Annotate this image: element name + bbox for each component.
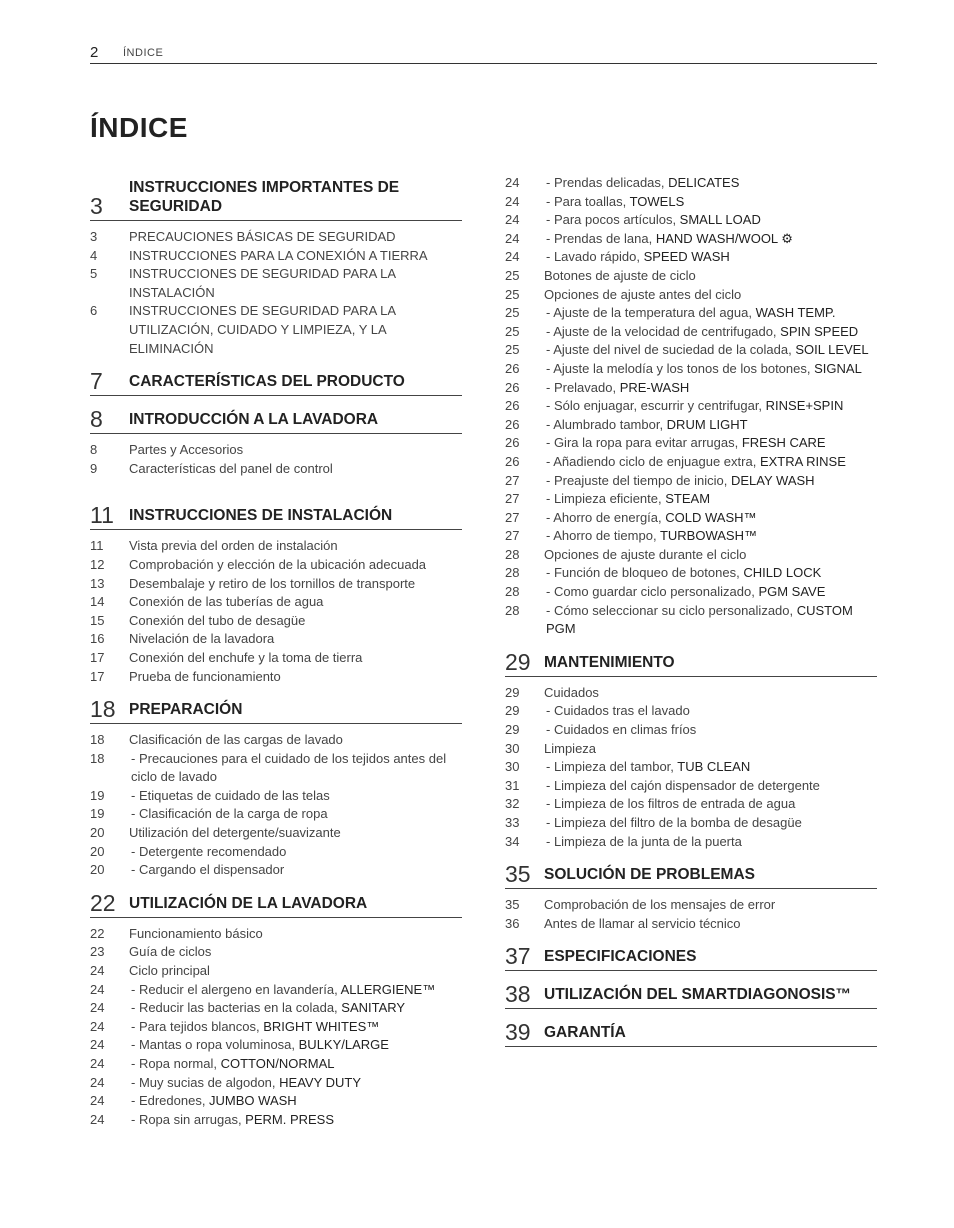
section-heading[interactable] xyxy=(90,406,462,434)
entry-page-number: 24 xyxy=(505,193,520,209)
section-heading[interactable] xyxy=(505,861,877,889)
entry-page-number: 33 xyxy=(505,815,520,830)
toc-entry[interactable] xyxy=(505,248,877,267)
entry-page-number: 28 xyxy=(505,546,520,562)
entry-page-number: 24 xyxy=(90,1056,105,1071)
toc-entry[interactable] xyxy=(90,1036,462,1055)
section-title: ESPECIFICACIONES xyxy=(544,948,697,966)
entry-text: - Cuidados tras el lavado xyxy=(546,703,690,719)
entry-keyword: JUMBO WASH xyxy=(209,1093,297,1109)
entry-page-number: 26 xyxy=(505,360,520,376)
entry-text: Conexión del tubo de desagüe xyxy=(129,612,306,628)
entry-page-number: 20 xyxy=(90,862,105,878)
entry-text: INSTRUCCIONES PARA LA CONEXIÓN A TIERRA xyxy=(129,247,428,263)
entry-text: - Prelavado, PRE-WASH xyxy=(546,379,690,395)
entry-text: - Prendas de lana, HAND WASH/WOOL ⚙ xyxy=(546,230,793,246)
entry-keyword: COLD WASH™ xyxy=(665,509,757,525)
section-heading[interactable] xyxy=(90,889,462,918)
entry-page-number: 16 xyxy=(90,631,105,647)
toc-entry[interactable] xyxy=(90,1018,462,1037)
entry-page-number: 28 xyxy=(505,584,520,600)
section-page-number: 38 xyxy=(505,981,531,1008)
entry-text: - Ajuste de la velocidad de centrifugado, SPIN SPEED xyxy=(546,323,859,339)
toc-right-column xyxy=(505,172,877,1047)
toc-entry[interactable] xyxy=(505,174,877,193)
entry-page-number: 25 xyxy=(505,305,520,321)
entry-page-number: 24 xyxy=(505,249,520,265)
entry-keyword: RINSE+SPIN xyxy=(765,398,844,414)
section-title: GARANTÍA xyxy=(544,1024,626,1042)
section-title: INSTRUCCIONES IMPORTANTES DE SEGURIDAD xyxy=(129,179,400,215)
toc-entry[interactable] xyxy=(90,265,462,302)
entry-page-number: 27 xyxy=(505,472,520,488)
entry-text: Nivelación de la lavadora xyxy=(129,631,275,647)
entry-page-number: 6 xyxy=(90,303,98,319)
toc-entry[interactable] xyxy=(505,304,877,323)
toc-entry[interactable] xyxy=(505,286,877,305)
section-title: SOLUCIÓN DE PROBLEMAS xyxy=(544,866,755,884)
entry-page-number: 17 xyxy=(90,668,105,684)
toc-section xyxy=(90,178,462,358)
entry-text: Desembalaje y retiro de los tornillos de transporte xyxy=(129,575,416,591)
entry-text: - Limpieza del cajón dispensador de detergente xyxy=(546,777,820,793)
entry-page-number: 26 xyxy=(505,435,520,451)
section-entries xyxy=(90,228,462,358)
entry-text: - Reducir las bacterias en la colada, SANITARY xyxy=(131,1000,406,1016)
entry-page-number: 24 xyxy=(90,1093,105,1109)
entry-text: - Clasificación de la carga de ropa xyxy=(131,806,328,822)
entry-text: Comprobación y elección de la ubicación adecuada xyxy=(129,556,427,572)
section-title: INSTRUCCIONES DE INSTALACIÓN xyxy=(129,507,393,525)
entry-page-number: 26 xyxy=(505,398,520,414)
entry-page-number: 28 xyxy=(505,602,520,618)
entry-text: Prueba de funcionamiento xyxy=(129,668,281,684)
toc-entry[interactable] xyxy=(90,668,462,687)
toc-entry[interactable] xyxy=(90,460,462,479)
section-page-number: 35 xyxy=(505,861,531,888)
toc-section xyxy=(505,648,877,851)
page-title: ÍNDICE xyxy=(90,112,188,143)
entry-page-number: 29 xyxy=(505,722,520,738)
entry-page-number: 30 xyxy=(505,759,520,775)
entry-page-number: 24 xyxy=(505,175,520,190)
entry-text: - Ajuste del nivel de suciedad de la colada, SOIL LEVEL xyxy=(546,342,869,358)
entry-text: Limpieza xyxy=(544,740,597,756)
entry-page-number: 13 xyxy=(90,575,105,591)
entry-page-number: 27 xyxy=(505,491,520,507)
toc-entry[interactable] xyxy=(90,843,462,862)
entry-keyword: COTTON/NORMAL xyxy=(220,1056,335,1071)
section-page-number: 37 xyxy=(505,943,531,970)
section-entries xyxy=(505,684,877,851)
toc-section xyxy=(90,889,462,1130)
entry-text: Comprobación de los mensajes de error xyxy=(544,897,776,913)
entry-page-number: 30 xyxy=(505,740,520,756)
toc-entry[interactable] xyxy=(90,824,462,843)
running-title: ÍNDICE xyxy=(123,47,164,59)
entry-page-number: 5 xyxy=(90,266,98,282)
toc-entry[interactable] xyxy=(90,981,462,1000)
section-heading[interactable] xyxy=(505,1019,877,1047)
entry-text: - Sólo enjuagar, escurrir y centrifugar, RINSE+SPIN xyxy=(546,398,844,414)
entry-text: - Ajuste de la temperatura del agua, WASH TEMP. xyxy=(546,305,836,321)
toc-entry[interactable] xyxy=(505,602,877,639)
toc-entry[interactable] xyxy=(505,323,877,342)
entry-page-number: 27 xyxy=(505,528,520,544)
section-entries xyxy=(90,537,462,686)
entry-text: - Cuidados en climas fríos xyxy=(546,722,697,738)
toc-entry[interactable] xyxy=(505,397,877,416)
section-heading[interactable] xyxy=(505,648,877,677)
entry-text: - Función de bloqueo de botones, CHILD LOCK xyxy=(546,565,822,581)
toc-entry[interactable] xyxy=(505,360,877,379)
entry-text: - Alumbrado tambor, DRUM LIGHT xyxy=(546,416,748,432)
entry-keyword: SMALL LOAD xyxy=(679,212,761,228)
toc-entry[interactable] xyxy=(90,925,462,944)
toc-entry[interactable] xyxy=(505,564,877,583)
toc-entry[interactable] xyxy=(90,805,462,824)
entry-page-number: 24 xyxy=(90,1018,105,1034)
section-entries xyxy=(90,731,462,880)
toc-entry[interactable] xyxy=(505,583,877,602)
entry-keyword: SPEED WASH xyxy=(643,249,730,265)
entry-page-number: 36 xyxy=(505,915,520,931)
toc-entry[interactable] xyxy=(505,490,877,509)
entry-page-number: 24 xyxy=(90,1111,105,1127)
toc-entry[interactable] xyxy=(90,630,462,649)
entry-text: Ciclo principal xyxy=(129,963,210,979)
toc-entry[interactable] xyxy=(90,575,462,594)
toc-entry[interactable] xyxy=(505,795,877,814)
entry-page-number: 9 xyxy=(90,460,98,476)
entry-page-number: 4 xyxy=(90,247,98,263)
section-page-number: 8 xyxy=(90,406,103,433)
entry-page-number: 25 xyxy=(505,323,520,339)
section-heading[interactable] xyxy=(505,981,877,1009)
entry-text: - Prendas delicadas, DELICATES xyxy=(546,175,740,190)
entry-page-number: 32 xyxy=(505,796,520,812)
entry-text: - Ahorro de tiempo, TURBOWASH™ xyxy=(546,528,757,544)
entry-keyword: CUSTOM PGM xyxy=(546,602,853,637)
section-heading[interactable] xyxy=(90,696,462,724)
entry-text: Clasificación de las cargas de lavado xyxy=(129,732,343,748)
toc-entry[interactable] xyxy=(505,527,877,546)
entry-text: INSTRUCCIONES DE SEGURIDAD PARA LA INSTALACIÓN xyxy=(129,266,396,300)
entry-page-number: 24 xyxy=(505,212,520,228)
entry-text: Funcionamiento básico xyxy=(129,925,263,941)
entry-text: - Limpieza del tambor, TUB CLEAN xyxy=(546,759,751,775)
entry-keyword: HEAVY DUTY xyxy=(279,1074,362,1090)
entry-text: - Muy sucias de algodon, HEAVY DUTY xyxy=(131,1074,362,1090)
entry-keyword: ALLERGIENE™ xyxy=(340,981,436,997)
toc-entry[interactable] xyxy=(505,915,877,934)
entry-keyword: PERM. PRESS xyxy=(245,1111,335,1127)
page-header xyxy=(90,44,877,64)
entry-keyword: TURBOWASH™ xyxy=(659,528,757,544)
entry-keyword: SPIN SPEED xyxy=(780,323,859,339)
entry-page-number: 35 xyxy=(505,897,520,913)
entry-text: - Limpieza del filtro de la bomba de desagüe xyxy=(546,815,802,830)
entry-keyword: DELAY WASH xyxy=(730,472,815,488)
entry-text: - Añadiendo ciclo de enjuague extra, EXTRA RINSE xyxy=(546,453,846,469)
toc-entry[interactable] xyxy=(505,702,877,721)
entry-page-number: 23 xyxy=(90,944,105,960)
entry-keyword: DRUM LIGHT xyxy=(666,416,748,432)
entry-text: Características del panel de control xyxy=(129,460,333,476)
entry-page-number: 24 xyxy=(90,963,105,979)
toc-entry[interactable] xyxy=(90,537,462,556)
section-page-number: 11 xyxy=(90,502,114,529)
toc-entry[interactable] xyxy=(90,302,462,358)
entry-keyword: EXTRA RINSE xyxy=(759,453,846,469)
entry-keyword: SOIL LEVEL xyxy=(795,342,869,358)
entry-keyword: SANITARY xyxy=(341,1000,406,1016)
entry-text: - Mantas o ropa voluminosa, BULKY/LARGE xyxy=(131,1037,389,1053)
section-entries xyxy=(90,925,462,1130)
section-title: PREPARACIÓN xyxy=(129,701,243,719)
toc-entry[interactable] xyxy=(505,777,877,796)
toc-section xyxy=(90,368,462,396)
toc-entry[interactable] xyxy=(505,453,877,472)
entry-keyword: DELICATES xyxy=(668,175,740,190)
entry-page-number: 14 xyxy=(90,594,105,610)
page-number: 2 xyxy=(90,44,99,61)
entry-keyword: HAND WASH/WOOL ⚙ xyxy=(655,230,793,246)
entry-keyword: STEAM xyxy=(665,491,711,507)
toc-entry[interactable] xyxy=(90,612,462,631)
entry-keyword: SIGNAL xyxy=(814,360,862,376)
toc-section xyxy=(505,981,877,1009)
toc-section xyxy=(505,861,877,933)
entry-text: INSTRUCCIONES DE SEGURIDAD PARA LA UTILIZACIÓN, CUIDADO Y LIMPIEZA, Y LA ELIMINACIÓN xyxy=(129,303,396,356)
toc-entry[interactable] xyxy=(505,740,877,759)
entry-text: Conexión de las tuberías de agua xyxy=(129,594,324,610)
entry-text: Conexión del enchufe y la toma de tierra xyxy=(129,649,363,665)
entry-page-number: 26 xyxy=(505,379,520,395)
toc-entry[interactable] xyxy=(505,416,877,435)
toc-entry[interactable] xyxy=(505,684,877,703)
entry-page-number: 17 xyxy=(90,649,105,665)
entry-text: - Detergente recomendado xyxy=(131,843,287,859)
toc-entry[interactable] xyxy=(505,721,877,740)
toc-entry[interactable] xyxy=(505,509,877,528)
section-title: MANTENIMIENTO xyxy=(544,653,675,671)
entry-text: Guía de ciclos xyxy=(129,944,212,960)
entry-page-number: 26 xyxy=(505,416,520,432)
entry-text: PRECAUCIONES BÁSICAS DE SEGURIDAD xyxy=(129,229,396,244)
section-title: CARACTERÍSTICAS DEL PRODUCTO xyxy=(129,373,405,391)
section-entries xyxy=(90,441,462,478)
toc-entry[interactable] xyxy=(90,1055,462,1074)
entry-text: - Como guardar ciclo personalizado, PGM SAVE xyxy=(546,584,826,600)
entry-text: - Ahorro de energía, COLD WASH™ xyxy=(546,509,757,525)
entry-keyword: TOWELS xyxy=(629,193,685,209)
toc-entry[interactable] xyxy=(90,750,462,787)
entry-text: Utilización del detergente/suavizante xyxy=(129,825,341,841)
entry-page-number: 11 xyxy=(90,538,104,554)
entry-text: - Cómo seleccionar su ciclo personalizado, CUSTOM PGM xyxy=(546,602,853,637)
toc-entry[interactable] xyxy=(505,267,877,286)
section-page-number: 18 xyxy=(90,696,116,723)
toc-entry[interactable] xyxy=(505,758,877,777)
entry-keyword: FRESH CARE xyxy=(741,435,826,451)
toc-section xyxy=(505,943,877,971)
entry-text: Botones de ajuste de ciclo xyxy=(544,267,696,283)
entry-text: - Para tejidos blancos, BRIGHT WHITES™ xyxy=(131,1018,380,1034)
section-title: UTILIZACIÓN DE LA LAVADORA xyxy=(129,894,368,912)
toc-entry[interactable] xyxy=(90,861,462,880)
entry-text: - Etiquetas de cuidado de las telas xyxy=(131,787,330,803)
toc-entry[interactable] xyxy=(505,341,877,360)
entry-text: - Limpieza de los filtros de entrada de agua xyxy=(546,796,796,812)
entry-page-number: 34 xyxy=(505,833,520,849)
toc-entry[interactable] xyxy=(505,833,877,852)
entry-page-number: 27 xyxy=(505,509,520,525)
entry-page-number: 24 xyxy=(90,1074,105,1090)
entry-text: Vista previa del orden de instalación xyxy=(129,538,338,554)
section-title: UTILIZACIÓN DEL SMARTDIAGONOSIS™ xyxy=(544,986,852,1004)
section-heading[interactable] xyxy=(90,502,462,530)
section-page-number: 22 xyxy=(90,889,116,916)
entry-page-number: 18 xyxy=(90,750,105,766)
entry-text: - Lavado rápido, SPEED WASH xyxy=(546,249,730,265)
toc-section xyxy=(90,696,462,880)
section-page-number: 3 xyxy=(90,193,103,219)
entry-text: - Limpieza eficiente, STEAM xyxy=(546,491,711,507)
entry-text: Opciones de ajuste antes del ciclo xyxy=(544,286,742,302)
toc-section xyxy=(90,406,462,478)
continued-entries xyxy=(505,174,877,639)
entry-page-number: 26 xyxy=(505,453,520,469)
toc-entry[interactable] xyxy=(505,814,877,833)
section-page-number: 7 xyxy=(90,368,103,395)
section-page-number: 29 xyxy=(505,648,531,675)
entry-page-number: 24 xyxy=(90,981,105,997)
section-heading[interactable] xyxy=(90,368,462,396)
toc-entry[interactable] xyxy=(505,379,877,398)
entry-page-number: 19 xyxy=(90,787,105,803)
entry-text: - Para toallas, TOWELS xyxy=(546,193,685,209)
entry-keyword: TUB CLEAN xyxy=(677,759,751,775)
toc-entry[interactable] xyxy=(90,999,462,1018)
section-heading[interactable] xyxy=(505,943,877,971)
toc-entry[interactable] xyxy=(90,1074,462,1093)
entry-keyword: PGM SAVE xyxy=(758,584,826,600)
toc-entry[interactable] xyxy=(90,787,462,806)
entry-keyword: PRE-WASH xyxy=(619,379,690,395)
toc-entry[interactable] xyxy=(90,1111,462,1130)
toc-entry[interactable] xyxy=(90,1092,462,1111)
entry-page-number: 24 xyxy=(90,1037,105,1053)
toc-entry[interactable] xyxy=(90,731,462,750)
entry-keyword: BRIGHT WHITES™ xyxy=(263,1018,380,1034)
entry-page-number: 19 xyxy=(90,806,105,822)
entry-page-number: 28 xyxy=(505,565,520,581)
toc-entry[interactable] xyxy=(505,193,877,212)
entry-page-number: 22 xyxy=(90,925,105,941)
entry-text: Antes de llamar al servicio técnico xyxy=(544,915,741,931)
entry-text: Partes y Accesorios xyxy=(129,442,244,458)
entry-text: - Ropa normal, COTTON/NORMAL xyxy=(131,1056,335,1071)
toc-entry[interactable] xyxy=(505,434,877,453)
toc-entry[interactable] xyxy=(90,943,462,962)
entry-page-number: 31 xyxy=(505,777,520,793)
toc-entry[interactable] xyxy=(90,649,462,668)
entry-text: Cuidados xyxy=(544,684,599,700)
toc-entry[interactable] xyxy=(90,556,462,575)
entry-keyword: BULKY/LARGE xyxy=(298,1037,389,1053)
section-page-number: 39 xyxy=(505,1019,531,1046)
entry-page-number: 25 xyxy=(505,342,520,358)
entry-text: - Edredones, JUMBO WASH xyxy=(131,1093,297,1109)
section-heading[interactable] xyxy=(90,178,462,221)
entry-page-number: 20 xyxy=(90,825,105,841)
entry-page-number: 29 xyxy=(505,684,520,700)
entry-page-number: 20 xyxy=(90,843,105,859)
toc-entry[interactable] xyxy=(505,472,877,491)
toc-entry[interactable] xyxy=(505,896,877,915)
toc-left-column xyxy=(90,172,462,1129)
toc-entry[interactable] xyxy=(505,211,877,230)
entry-page-number: 24 xyxy=(505,230,520,246)
entry-page-number: 8 xyxy=(90,442,98,458)
entry-text: - Reducir el alergeno en lavandería, ALLERGIENE™ xyxy=(131,981,436,997)
entry-page-number: 15 xyxy=(90,612,105,628)
toc-entry[interactable] xyxy=(505,546,877,565)
entry-text: - Cargando el dispensador xyxy=(131,862,285,878)
entry-text: - Preajuste del tiempo de inicio, DELAY WASH xyxy=(546,472,815,488)
entry-text: - Precauciones para el cuidado de los tejidos antes del ciclo de lavado xyxy=(131,750,447,785)
entry-page-number: 25 xyxy=(505,286,520,302)
toc-entry[interactable] xyxy=(505,230,877,249)
entry-page-number: 24 xyxy=(90,1000,105,1016)
entry-keyword: CHILD LOCK xyxy=(743,565,822,581)
toc-entry[interactable] xyxy=(90,441,462,460)
toc-entry[interactable] xyxy=(90,247,462,266)
section-entries xyxy=(505,896,877,933)
entry-keyword: WASH TEMP. xyxy=(755,305,836,321)
toc-entry[interactable] xyxy=(90,228,462,247)
entry-text: - Gira la ropa para evitar arrugas, FRESH CARE xyxy=(546,435,826,451)
entry-text: - Ajuste la melodía y los tonos de los botones, SIGNAL xyxy=(546,360,862,376)
entry-text: - Ropa sin arrugas, PERM. PRESS xyxy=(131,1111,335,1127)
entry-text: Opciones de ajuste durante el ciclo xyxy=(544,546,747,562)
entry-page-number: 29 xyxy=(505,703,520,719)
entry-text: - Limpieza de la junta de la puerta xyxy=(546,833,742,849)
toc-section xyxy=(90,502,462,686)
toc-entry[interactable] xyxy=(90,962,462,981)
entry-page-number: 25 xyxy=(505,267,520,283)
section-title: INTRODUCCIÓN A LA LAVADORA xyxy=(129,411,379,429)
toc-entry[interactable] xyxy=(90,593,462,612)
entry-text: - Para pocos artículos, SMALL LOAD xyxy=(546,212,761,228)
entry-page-number: 3 xyxy=(90,229,98,244)
entry-page-number: 12 xyxy=(90,556,105,572)
toc-section xyxy=(505,1019,877,1047)
entry-page-number: 18 xyxy=(90,732,105,748)
